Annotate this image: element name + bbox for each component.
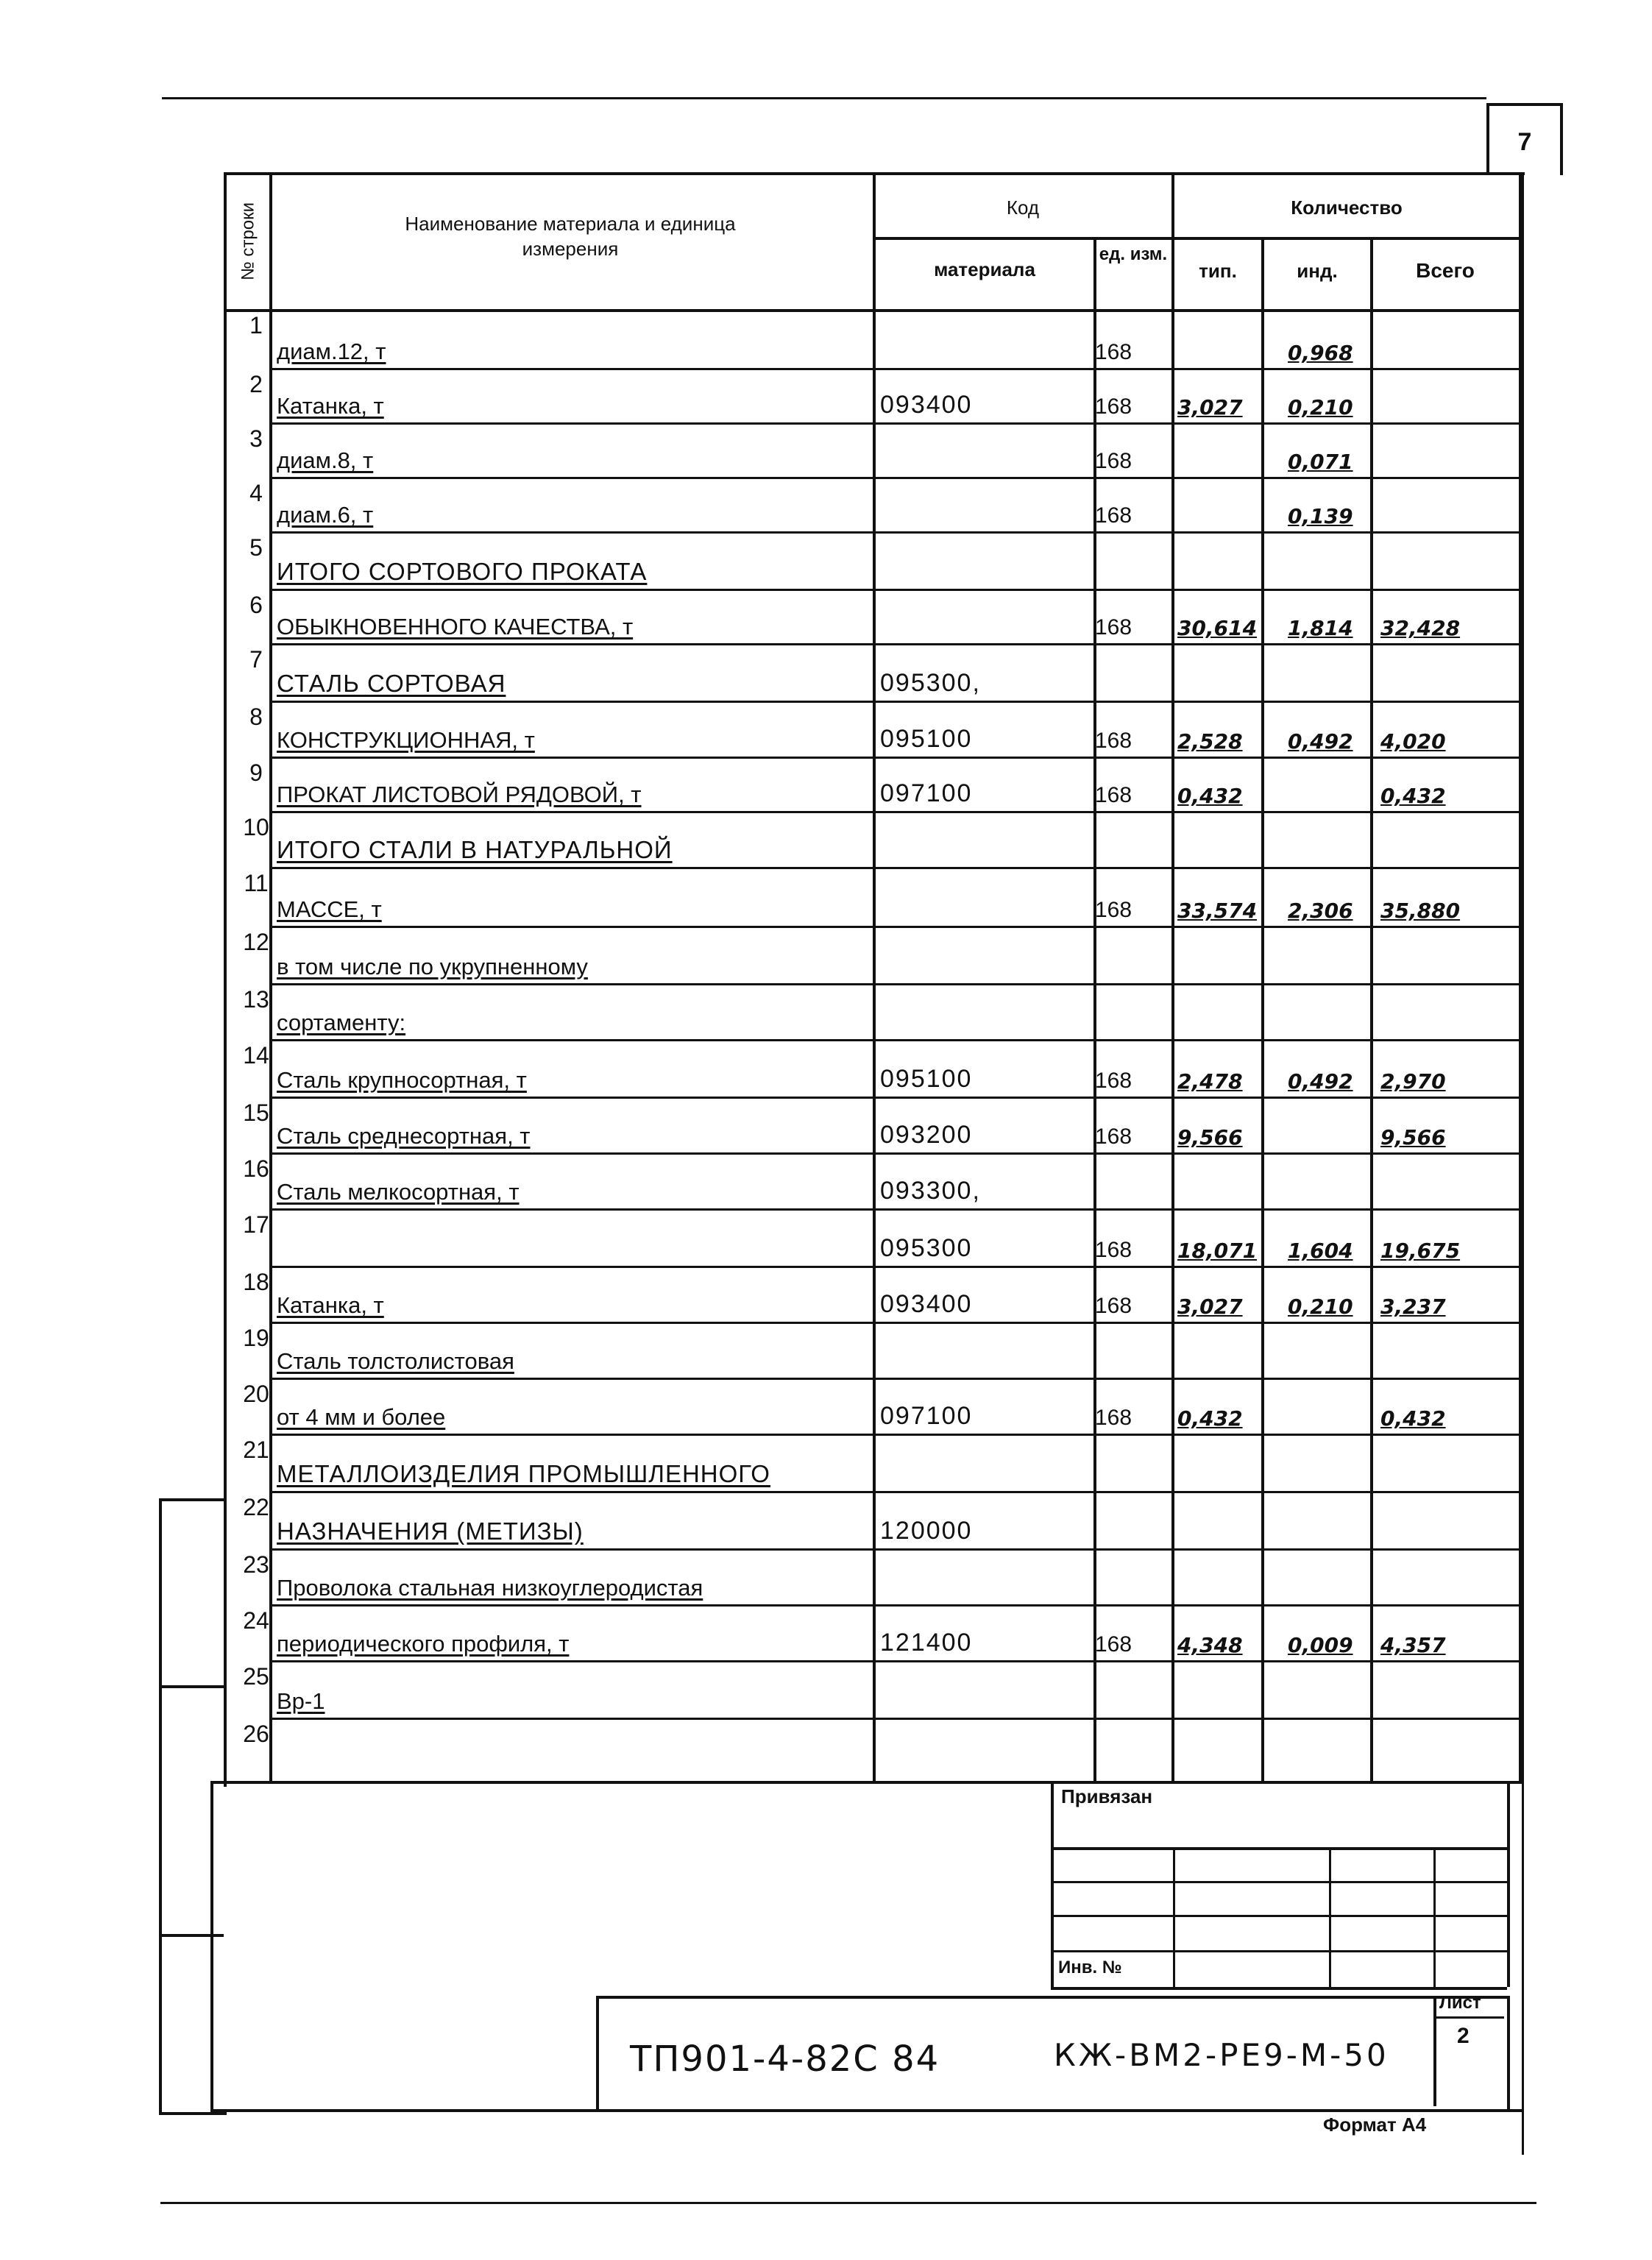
header-qty-total: Всего xyxy=(1416,259,1475,282)
qty-ind: 0,968 xyxy=(1288,341,1353,365)
unit-code: 168 xyxy=(1095,1238,1132,1262)
row-separator xyxy=(269,1322,1520,1324)
unit-code: 168 xyxy=(1095,615,1132,640)
qty-total xyxy=(1380,1325,1519,1378)
qty-total xyxy=(1380,1551,1519,1604)
qty-typ xyxy=(1177,1551,1261,1604)
material-code xyxy=(880,1551,1093,1603)
unit-code xyxy=(1095,1494,1169,1547)
row-number: 17 xyxy=(243,1211,269,1238)
qty-typ xyxy=(1177,986,1261,1039)
unit-code xyxy=(1095,986,1169,1038)
material-code xyxy=(880,814,1093,865)
sheet-cell-left xyxy=(1433,1996,1436,2106)
material-name: диам.12, т xyxy=(277,339,386,364)
qty-total xyxy=(1380,312,1519,368)
col-line-total xyxy=(1519,172,1522,1784)
format-label: Формат А4 xyxy=(1323,2114,1427,2136)
qty-typ: 2,528 xyxy=(1177,729,1243,754)
doc-code-left: ТП901-4-82С 84 xyxy=(630,2038,940,2080)
material-name: МАССЕ, т xyxy=(277,896,382,922)
row-separator xyxy=(269,531,1520,534)
qty-total xyxy=(1380,425,1519,477)
unit-code: 168 xyxy=(1095,340,1132,364)
qty-total: 0,432 xyxy=(1380,1406,1446,1431)
row-separator xyxy=(269,422,1520,425)
row-number: 9 xyxy=(249,759,263,786)
material-name: ИТОГО СОРТОВОГО ПРОКАТА xyxy=(277,558,648,585)
qty-typ: 33,574 xyxy=(1177,899,1258,923)
row-number: 6 xyxy=(249,592,263,618)
material-code xyxy=(880,1721,1093,1779)
qty-total: 4,357 xyxy=(1380,1633,1446,1657)
row-separator xyxy=(269,1548,1520,1551)
header-split-line xyxy=(873,237,1520,240)
material-name: Сталь крупносортная, т xyxy=(277,1067,527,1093)
row-separator xyxy=(269,1266,1520,1268)
unit-code xyxy=(1095,929,1169,982)
row-separator xyxy=(269,1660,1520,1662)
qty-ind: 0,492 xyxy=(1288,1069,1353,1094)
qty-total: 3,237 xyxy=(1380,1294,1446,1319)
header-qty-ind: инд. xyxy=(1297,260,1338,282)
qty-ind xyxy=(1288,814,1370,867)
material-code xyxy=(880,1663,1093,1716)
qty-typ xyxy=(1177,1663,1261,1718)
row-number: 11 xyxy=(244,870,269,896)
qty-typ: 2,478 xyxy=(1177,1069,1243,1094)
material-name: ПРОКАТ ЛИСТОВОЙ РЯДОВОЙ, т xyxy=(277,782,642,807)
qty-typ xyxy=(1177,1437,1261,1491)
unit-code: 168 xyxy=(1095,783,1132,807)
qty-total xyxy=(1380,646,1519,701)
qty-ind xyxy=(1288,1325,1370,1378)
material-name xyxy=(277,1721,865,1779)
material-code xyxy=(880,929,1093,982)
unit-code xyxy=(1095,1325,1169,1376)
row-number: 12 xyxy=(243,929,269,955)
row-number: 8 xyxy=(249,704,263,730)
qty-typ xyxy=(1177,646,1261,701)
qty-typ xyxy=(1177,1721,1261,1781)
qty-ind: 0,210 xyxy=(1288,395,1353,419)
qty-ind xyxy=(1288,1494,1370,1548)
qty-ind xyxy=(1288,1551,1370,1604)
material-name: от 4 мм и более xyxy=(277,1404,446,1430)
row-number: 23 xyxy=(243,1551,269,1578)
unit-code xyxy=(1095,814,1169,865)
material-code xyxy=(880,1437,1093,1489)
bottom-border-line xyxy=(160,2202,1536,2204)
qty-ind xyxy=(1288,534,1370,589)
qty-typ xyxy=(1177,480,1261,531)
qty-ind xyxy=(1288,759,1370,811)
unit-code: 168 xyxy=(1095,729,1132,753)
header-name-col: Наименование материала и единица измерения xyxy=(405,213,736,260)
material-code: 121400 xyxy=(880,1629,973,1657)
row-separator xyxy=(269,1152,1520,1155)
material-name: НАЗНАЧЕНИЯ (МЕТИЗЫ) xyxy=(277,1517,584,1545)
qty-total: 19,675 xyxy=(1380,1239,1461,1263)
row-number: 24 xyxy=(243,1607,269,1634)
page-number: 7 xyxy=(1517,128,1532,156)
row-separator xyxy=(269,1097,1520,1099)
row-number: 25 xyxy=(243,1663,269,1690)
qty-total xyxy=(1380,1721,1519,1781)
qty-ind: 0,492 xyxy=(1288,729,1353,754)
row-separator xyxy=(269,1718,1520,1720)
row-number: 15 xyxy=(243,1099,269,1126)
qty-total xyxy=(1380,1437,1519,1491)
material-code xyxy=(880,870,1093,924)
row-separator xyxy=(269,926,1520,928)
table-right-top xyxy=(957,172,1523,175)
row-separator xyxy=(269,811,1520,813)
qty-ind xyxy=(1288,1381,1370,1434)
qty-ind xyxy=(1288,1663,1370,1718)
row-separator xyxy=(269,1434,1520,1436)
header-qty-typ: тип. xyxy=(1199,260,1237,282)
qty-total xyxy=(1380,929,1519,983)
header-code-group: Код xyxy=(1006,196,1040,219)
qty-typ: 0,432 xyxy=(1177,1406,1243,1431)
linked-grid-4 xyxy=(1051,1950,1507,1952)
qty-typ: 4,348 xyxy=(1177,1633,1243,1657)
header-code-material: материала xyxy=(934,258,1035,280)
qty-total: 32,428 xyxy=(1380,616,1461,640)
page-number-box xyxy=(1486,103,1563,175)
qty-total xyxy=(1380,371,1519,422)
material-name: диам.8, т xyxy=(277,447,374,473)
qty-ind xyxy=(1288,1155,1370,1208)
sheet-label: Лист xyxy=(1439,1993,1481,2013)
linked-block xyxy=(1051,1781,1510,1987)
unit-code xyxy=(1095,534,1169,587)
row-number: 2 xyxy=(249,371,263,397)
material-name: СТАЛЬ СОРТОВАЯ xyxy=(277,670,506,697)
header-code-unit: ед. изм. xyxy=(1099,244,1168,264)
qty-typ: 3,027 xyxy=(1177,1294,1243,1319)
material-code: 095300 xyxy=(880,1234,973,1262)
qty-typ xyxy=(1177,1325,1261,1378)
row-separator xyxy=(269,701,1520,703)
qty-total xyxy=(1380,986,1519,1039)
material-name: Проволока стальная низкоуглеродистая xyxy=(277,1575,703,1601)
row-number: 5 xyxy=(249,534,263,561)
unit-code: 168 xyxy=(1095,394,1132,419)
row-separator xyxy=(269,1604,1520,1607)
material-name: сортаменту: xyxy=(277,1010,406,1035)
unit-code: 168 xyxy=(1095,1632,1132,1657)
material-code: 097100 xyxy=(880,779,973,807)
unit-code xyxy=(1095,1721,1169,1779)
unit-code: 168 xyxy=(1095,1406,1132,1430)
col-line-name xyxy=(873,172,876,1784)
qty-ind: 1,814 xyxy=(1288,616,1353,640)
row-number: 7 xyxy=(249,646,263,673)
material-name: Сталь мелкосортная, т xyxy=(277,1179,520,1205)
unit-code xyxy=(1095,1663,1169,1716)
qty-ind xyxy=(1288,986,1370,1039)
row-separator xyxy=(269,1378,1520,1380)
row-number: 20 xyxy=(243,1381,269,1407)
row-number: 18 xyxy=(243,1269,269,1295)
qty-total xyxy=(1380,1663,1519,1718)
row-separator xyxy=(269,589,1520,591)
doc-code-right: КЖ-ВМ2-РЕ9-М-50 xyxy=(1054,2037,1389,2073)
linked-vline-2 xyxy=(1329,1847,1331,1987)
row-separator xyxy=(269,1208,1520,1211)
qty-typ: 3,027 xyxy=(1177,395,1243,419)
material-name: диам.6, т xyxy=(277,502,374,528)
material-name: Катанка, т xyxy=(277,393,384,419)
linked-vline-1 xyxy=(1173,1847,1175,1987)
qty-typ: 0,432 xyxy=(1177,784,1243,808)
row-number: 22 xyxy=(243,1494,269,1520)
row-number: 3 xyxy=(249,425,263,452)
row-number: 1 xyxy=(249,312,263,339)
row-number: 10 xyxy=(243,814,269,840)
qty-typ xyxy=(1177,814,1261,867)
unit-code: 168 xyxy=(1095,449,1132,473)
material-code: 095100 xyxy=(880,1065,973,1093)
material-code xyxy=(880,986,1093,1038)
unit-code: 168 xyxy=(1095,1294,1132,1318)
row-number: 16 xyxy=(243,1155,269,1182)
qty-typ xyxy=(1177,312,1261,368)
material-code: 093200 xyxy=(880,1121,973,1149)
row-number: 4 xyxy=(249,480,263,506)
linked-grid-2 xyxy=(1051,1881,1507,1883)
row-number: 13 xyxy=(243,986,269,1013)
row-number: 14 xyxy=(243,1042,269,1069)
qty-total: 9,566 xyxy=(1380,1125,1446,1150)
col-line-ind xyxy=(1370,237,1373,1784)
row-number: 26 xyxy=(243,1721,269,1747)
qty-ind: 0,210 xyxy=(1288,1294,1353,1319)
row-separator xyxy=(269,1039,1520,1041)
material-code xyxy=(880,592,1093,642)
qty-typ: 30,614 xyxy=(1177,616,1258,640)
qty-typ xyxy=(1177,929,1261,983)
binding-strip-split-1 xyxy=(159,1685,224,1688)
row-separator xyxy=(269,983,1520,985)
unit-code: 168 xyxy=(1095,503,1132,528)
unit-code: 168 xyxy=(1095,898,1132,922)
qty-typ xyxy=(1177,1494,1261,1548)
linked-grid-1 xyxy=(1051,1847,1507,1850)
qty-typ xyxy=(1177,425,1261,477)
row-separator xyxy=(269,867,1520,869)
col-line-typ xyxy=(1261,237,1264,1784)
sheet-cell-split xyxy=(1433,2016,1504,2019)
qty-ind: 0,071 xyxy=(1288,450,1353,474)
qty-ind: 2,306 xyxy=(1288,899,1353,923)
material-name: МЕТАЛЛОИЗДЕЛИЯ ПРОМЫШЛЕННОГО xyxy=(277,1460,770,1487)
material-name: ИТОГО СТАЛИ В НАТУРАЛЬНОЙ xyxy=(277,836,673,863)
material-code xyxy=(880,534,1093,587)
qty-total xyxy=(1380,1155,1519,1208)
unit-code: 168 xyxy=(1095,1069,1132,1093)
qty-total xyxy=(1380,534,1519,589)
material-name: периодического профиля, т xyxy=(277,1631,570,1657)
qty-total: 35,880 xyxy=(1380,899,1461,923)
qty-total: 2,970 xyxy=(1380,1069,1446,1094)
material-code: 093400 xyxy=(880,391,973,419)
row-separator xyxy=(269,368,1520,370)
qty-total: 4,020 xyxy=(1380,729,1446,754)
col-line-unit xyxy=(1171,172,1174,1784)
row-number: 21 xyxy=(243,1437,269,1463)
row-separator xyxy=(269,757,1520,759)
material-code: 093300, xyxy=(880,1177,981,1205)
qty-typ xyxy=(1177,1155,1261,1208)
sheet-value: 2 xyxy=(1457,2024,1470,2048)
row-separator xyxy=(269,477,1520,479)
unit-code xyxy=(1095,1155,1169,1207)
material-code: 095300, xyxy=(880,669,981,697)
material-name: Вр-1 xyxy=(277,1688,325,1714)
linked-grid-5 xyxy=(1051,1987,1507,1990)
material-name: в том числе по укрупненному xyxy=(277,954,588,980)
linked-vline-3 xyxy=(1433,1847,1436,1987)
header-qty-group: Количество xyxy=(1291,196,1403,219)
header-row-no: № строки xyxy=(238,202,258,281)
material-name: Сталь среднесортная, т xyxy=(277,1123,531,1149)
material-code: 095100 xyxy=(880,725,973,753)
material-name xyxy=(277,1211,865,1264)
qty-total xyxy=(1380,1494,1519,1548)
material-name: Катанка, т xyxy=(277,1292,384,1318)
unit-code xyxy=(1095,1551,1169,1603)
qty-ind: 1,604 xyxy=(1288,1239,1353,1263)
qty-ind xyxy=(1288,1437,1370,1491)
qty-typ: 18,071 xyxy=(1177,1239,1258,1263)
qty-ind xyxy=(1288,646,1370,701)
material-code xyxy=(880,1325,1093,1376)
inv-label: Инв. № xyxy=(1058,1958,1122,1977)
unit-code: 168 xyxy=(1095,1124,1132,1149)
qty-ind xyxy=(1288,929,1370,983)
linked-grid-3 xyxy=(1051,1915,1507,1917)
row-number: 19 xyxy=(243,1325,269,1351)
material-name: Сталь толстолистовая xyxy=(277,1348,514,1374)
material-code: 120000 xyxy=(880,1517,973,1545)
material-name: КОНСТРУКЦИОННАЯ, т xyxy=(277,727,535,753)
qty-ind: 0,009 xyxy=(1288,1633,1353,1657)
material-code xyxy=(880,425,1093,475)
top-border-line xyxy=(162,97,1486,99)
qty-ind: 0,139 xyxy=(1288,504,1353,528)
qty-ind xyxy=(1288,1099,1370,1152)
qty-typ xyxy=(1177,534,1261,589)
qty-total: 0,432 xyxy=(1380,784,1446,808)
qty-total xyxy=(1380,480,1519,531)
material-code: 093400 xyxy=(880,1290,973,1318)
qty-ind xyxy=(1288,1721,1370,1781)
material-name: ОБЫКНОВЕННОГО КАЧЕСТВА, т xyxy=(277,614,634,640)
material-code xyxy=(880,480,1093,530)
unit-code xyxy=(1095,1437,1169,1489)
row-separator xyxy=(269,643,1520,645)
unit-code xyxy=(1095,646,1169,699)
linked-label: Привязан xyxy=(1061,1785,1153,1807)
material-code xyxy=(880,312,1093,366)
qty-total xyxy=(1380,814,1519,867)
row-separator xyxy=(269,1491,1520,1493)
material-code: 097100 xyxy=(880,1402,973,1430)
qty-typ: 9,566 xyxy=(1177,1125,1243,1150)
